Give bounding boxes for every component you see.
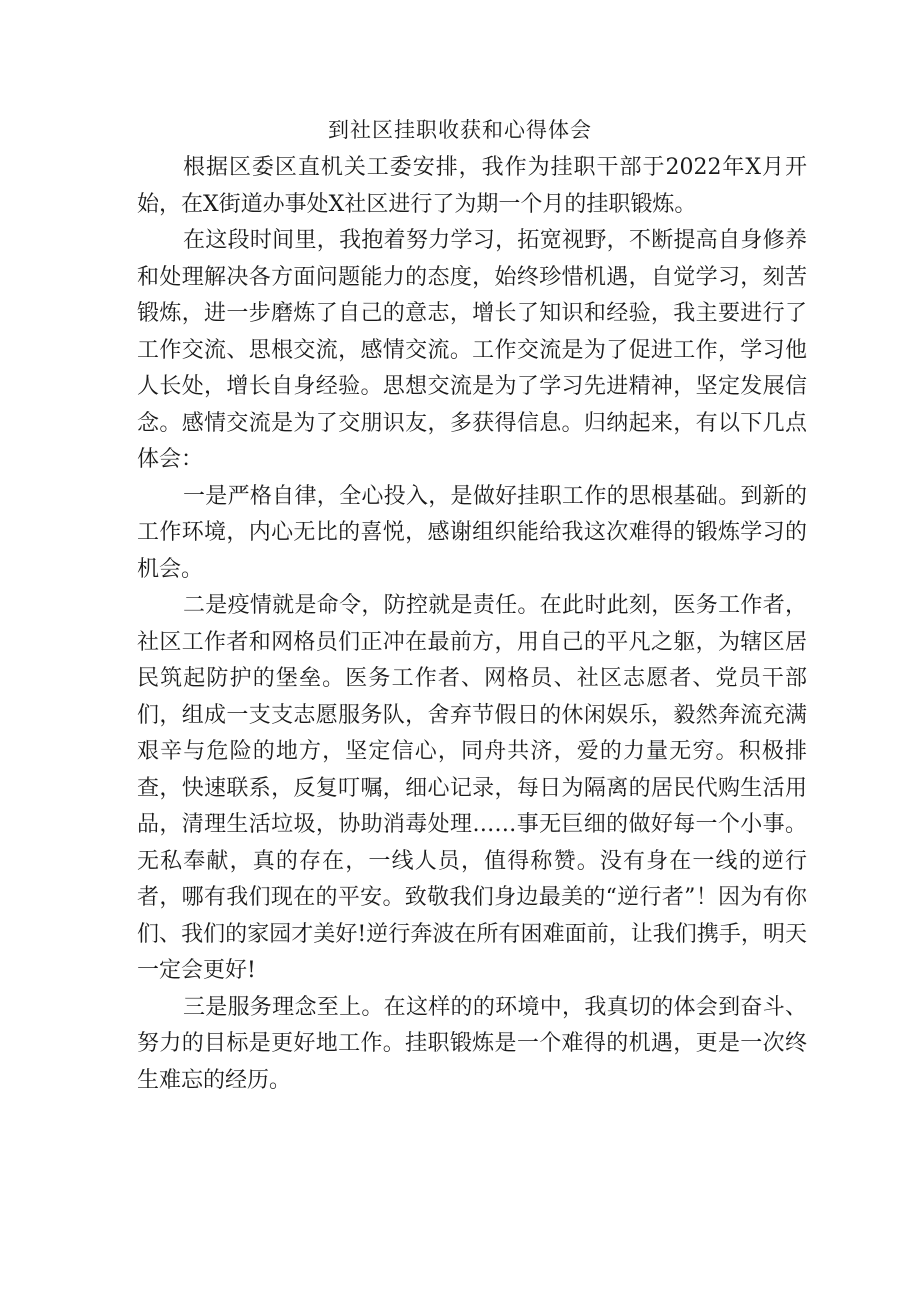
paragraph-point-one: 一是严格自律，全心投入，是做好挂职工作的思根基础。到新的工作环境，内心无比的喜悦，感谢组织能给我这次难得的锻炼学习的机会。	[137, 483, 807, 582]
paragraph-intro: 根据区委区直机关工委安排，我作为挂职干部于2022年X月开始，在X街道办事处X社区进行了为期一个月的挂职锻炼。	[137, 155, 807, 217]
document-body	[137, 150, 807, 1099]
paragraph-point-two: 二是疫情就是命令，防控就是责任。在此时此刻，医务工作者，社区工作者和网格员们正冲在最前方，用自己的平凡之躯，为辖区居民筑起防护的堡垒。医务工作者、网格员、社区志愿者、党员干部们，组成一支支志愿服务队，舍弃节假日的休闲娱乐，毅然奔流充满艰辛与危险的地方，坚定信心，同舟共济，爱的力量无穷。积极排查，快速联系，反复叮嘱，细心记录，每日为隔离的居民代购生活用品，清理生活垃圾，协助消毒处理……事无巨细的做好每一个小事。无私奉献，真的存在，一线人员，值得称赞。没有身在一线的逆行者，哪有我们现在的平安。致敬我们身边最美的“逆行者”！因为有你们、我们的家园才美好!逆行奔波在所有困难面前，让我们携手，明天一定会更好!	[137, 593, 807, 983]
paragraph-experience: 在这段时间里，我抱着努力学习，拓宽视野，不断提高自身修养和处理解决各方面问题能力的态度，始终珍惜机遇，自觉学习，刻苦锻炼，进一步磨炼了自己的意志，增长了知识和经验，我主要进行了工作交流、思根交流，感情交流。工作交流是为了促进工作，学习他人长处，增长自身经验。思想交流是为了学习先进精神，坚定发展信念。感情交流是为了交朋识友，多获得信息。归纳起来，有以下几点体会：	[137, 228, 807, 472]
document-title: 到社区挂职收获和心得体会	[328, 118, 592, 142]
paragraph-point-three: 三是服务理念至上。在这样的的环境中，我真切的体会到奋斗、努力的目标是更好地工作。挂职锻炼是一个难得的机遇，更是一次终生难忘的经历。	[137, 994, 807, 1093]
